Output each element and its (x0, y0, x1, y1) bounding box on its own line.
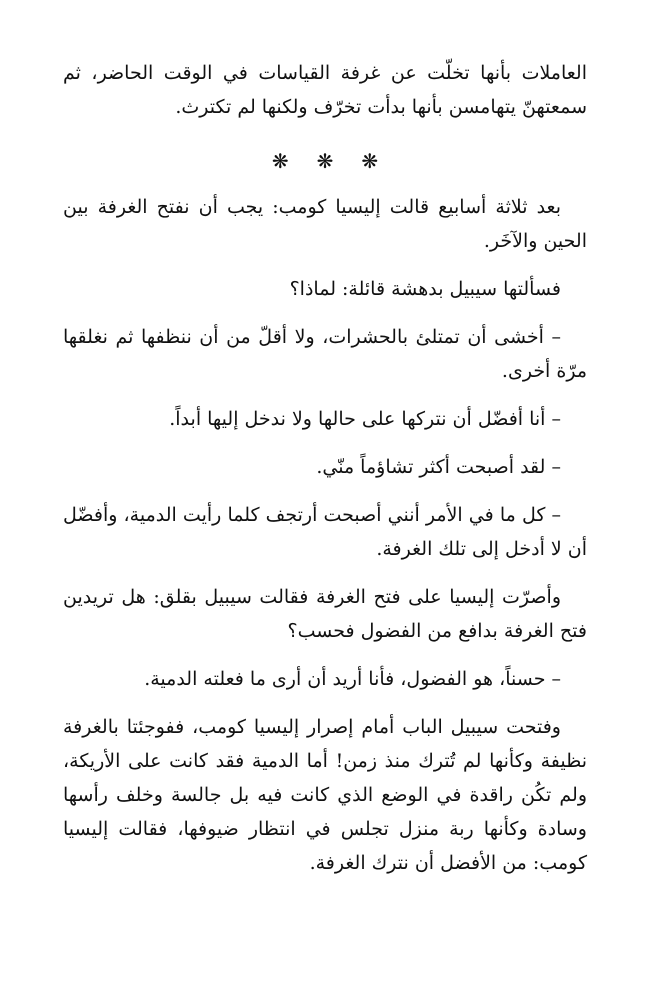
paragraph-9: – حسناً، هو الفضول، فأنا أريد أن أرى ما فعلته الدمية. (144, 668, 561, 690)
document-page (63, 56, 587, 880)
paragraph-1: العاملات بأنها تخلّت عن غرفة القياسات في الوقت الحاضر، ثم سمعتهنّ يتهامسن بأنها بدأت تخرّف ولكنها لم تكترث. (63, 62, 587, 118)
paragraph-8: وأصرّت إليسيا على فتح الغرفة فقالت سيبيل بقلق: هل تريدين فتح الغرفة بدافع من الفضول فحسب؟ (63, 586, 587, 642)
paragraph-5: – أنا أفضّل أن نتركها على حالها ولا ندخل إليها أبداً. (169, 408, 561, 430)
star-ornament-icon: ❋ (361, 149, 379, 173)
star-ornament-icon: ❋ (316, 149, 334, 173)
paragraph-6: – لقد أصبحت أكثر تشاؤماً منّي. (316, 456, 561, 478)
star-ornament-icon: ❋ (271, 149, 289, 173)
paragraph-2: بعد ثلاثة أسابيع قالت إليسيا كومب: يجب أن نفتح الغرفة بين الحين والآخَر. (63, 196, 587, 252)
paragraph-7: – كل ما في الأمر أنني أصبحت أرتجف كلما رأيت الدمية، وأفضّل أن لا أدخل إلى تلك الغرفة. (63, 504, 587, 560)
paragraph-4: – أخشى أن تمتلئ بالحشرات، ولا أقلّ من أن ننظفها ثم نغلقها مرّة أخرى. (63, 326, 587, 382)
paragraph-10: وفتحت سيبيل الباب أمام إصرار إليسيا كومب، ففوجئتا بالغرفة نظيفة وكأنها لم تُترك منذ زمن! أما الدمية فقد كانت على الأريكة، ولم تكُن راقدة في الوضع الذي كانت فيه بل جالسة وخلف رأسها وسادة وكأنها ربة منزل تجلس في انتظار ضيوفها، فقالت إليسيا كومب: من الأفضل أن نترك الغرفة. (63, 716, 587, 874)
section-separator (63, 146, 587, 176)
paragraph-3: فسألتها سيبيل بدهشة قائلة: لماذا؟ (289, 278, 561, 300)
